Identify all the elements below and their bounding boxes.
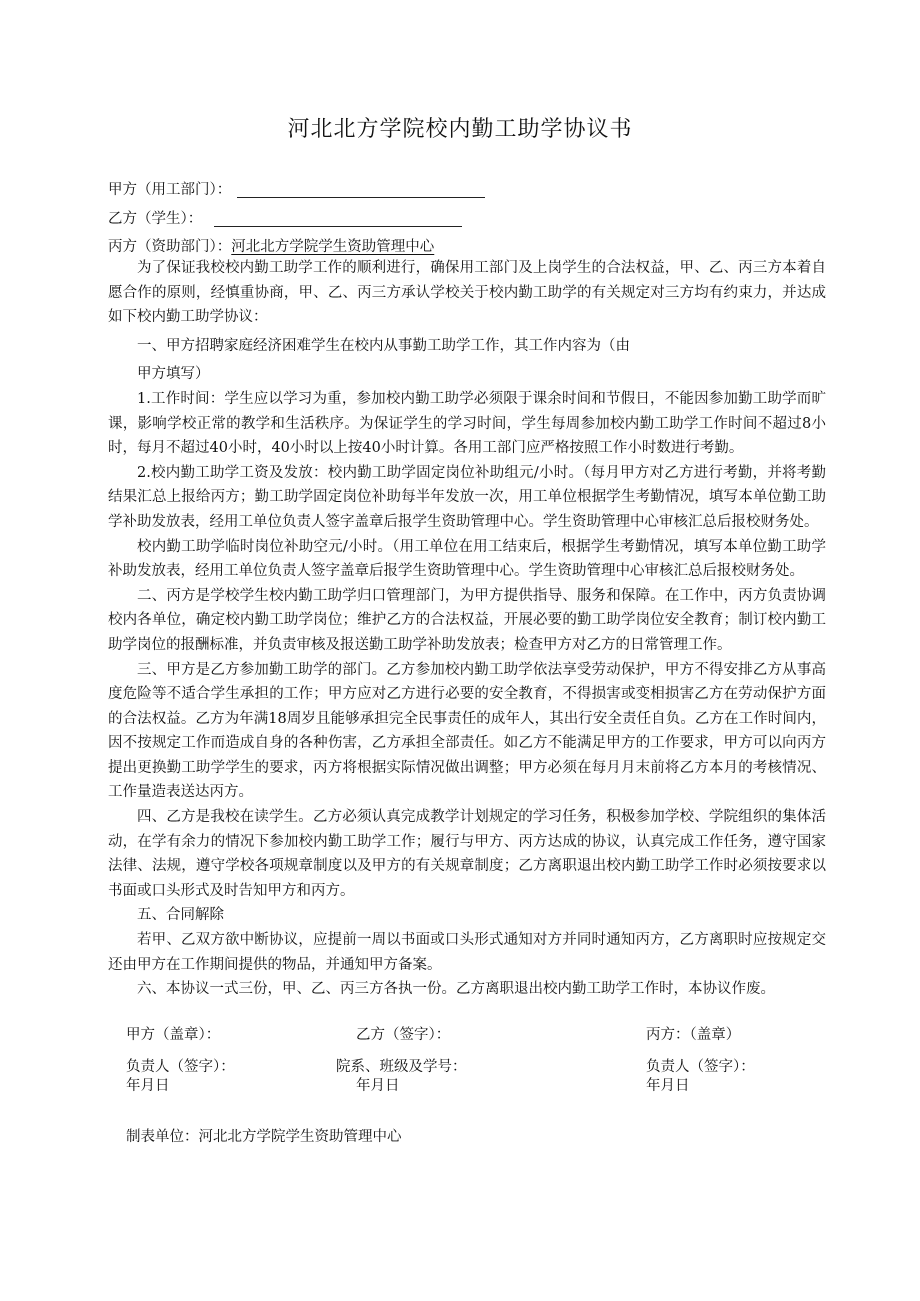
clause-1-item-3: 校内勤工助学临时岗位补助空元/小时。（用工单位在用工结束后，根据学生考勤情况，填写本单位勤工助学补助发放表，经用工单位负责人签字盖章后报学生资助管理中心。学生资助管理中心审核汇总后报校财务处。 [108,538,826,580]
footer-issuer: 制表单位：河北北方学院学生资助管理中心 [126,1129,402,1145]
party-c-value: 河北北方学院学生资助管理中心 [231,239,435,255]
party-a-blank-field[interactable] [237,183,485,198]
party-c-label: 丙方（资助部门）： [108,239,232,255]
clause-2: 二、丙方是学校学生校内勤工助学归口管理部门，为甲方提供指导、服务和保障。在工作中，丙方负责协调校内各单位，确定校内勤工助学岗位；维护乙方的合法权益，开展必要的勤工助学岗位安全教育；制订校内勤工助学岗位的报酬标准，并负责审核及报送勤工助学补助发放表；检查甲方对乙方的日常管理工作。 [108,587,826,653]
clause-4: 四、乙方是我校在读学生。乙方必须认真完成教学计划规定的学习任务，积极参加学校、学院组织的集体活动，在学有余力的情况下参加校内勤工助学工作；履行与甲方、丙方达成的协议，认真完成工作任务，遵守国家法律、法规，遵守学校各项规章制度以及甲方的有关规章制度；乙方离职退出校内勤工助学工作时必须按要求以书面或口头形式及时告知甲方和丙方。 [108,809,826,899]
party-b-date: 年月日 [356,1078,400,1094]
party-a-label: 甲方（用工部门）： [108,182,232,198]
party-c-date: 年月日 [646,1078,690,1094]
party-b-line [108,208,462,230]
clause-5-title: 五、合同解除 [137,907,224,924]
party-b-info-label: 院系、班级及学号： [336,1059,467,1075]
clause-1-item-2: 2.校内勤工助学工资及发放：校内勤工助学固定岗位补助组元/小时。（每月甲方对乙方进行考勤，并将考勤结果汇总上报给丙方；勤工助学固定岗位补助每半年发放一次，用工单位根据学生考勤情况，填写本单位勤工助学补助发放表，经用工单位负责人签字盖章后报学生资助管理中心。学生资助管理中心审核汇总后报校财务处。 [108,464,826,530]
agreement-body [108,256,826,1002]
party-c-person-label: 负责人（签字）： [646,1059,755,1075]
clause-3: 三、甲方是乙方参加勤工助学的部门。乙方参加校内勤工助学依法享受劳动保护，甲方不得安排乙方从事高度危险等不适合学生承担的工作；甲方应对乙方进行必要的安全教育，不得损害或变相损害乙方在劳动保护方面的合法权益。乙方为年满18周岁且能够承担完全民事责任的成年人，其出行安全责任自负。乙方在工作时间内，因不按规定工作而造成自身的各种伤害，乙方承担全部责任。如乙方不能满足甲方的工作要求，甲方可以向丙方提出更换勤工助学学生的要求，丙方将根据实际情况做出调整；甲方必须在每月月末前将乙方本月的考核情况、工作量造表送达丙方。 [108,661,826,801]
party-c-seal-label: 丙方：（盖章） [646,1027,741,1043]
party-c-line [108,236,434,258]
clause-6: 六、本协议一式三份，甲、乙、丙三方各执一份。乙方离职退出校内勤工助学工作时，本协议作废。 [137,981,775,998]
clause-1-continuation: 甲方填写） [137,366,210,383]
party-b-blank-field[interactable] [214,212,462,227]
clause-1-item-1: 1.工作时间：学生应以学习为重，参加校内勤工助学必须限于课余时间和节假日，不能因参加勤工助学而旷课，影响学校正常的教学和生活秩序。为保证学生的学习时间，学生每周参加校内勤工助学工作时间不超过8小时，每月不超过40小时，40小时以上按40小时计算。各用工部门应严格按照工作小时数进行考勤。 [108,390,826,457]
document-title: 河北北方学院校内勤工助学协议书 [287,117,633,142]
clause-5-body: 若甲、乙双方欲中断协议，应提前一周以书面或口头形式通知对方并同时通知丙方，乙方离职时应按规定交还由甲方在工作期间提供的物品，并通知甲方备案。 [108,932,826,973]
intro-paragraph: 为了保证我校校内勤工助学工作的顺利进行，确保用工部门及上岗学生的合法权益，甲、乙、丙三方本着自愿合作的原则，经慎重协商，甲、乙、丙三方承认学校关于校内勤工助学的有关规定对三方均有约束力，并达成如下校内勤工助学协议： [108,260,826,326]
party-a-date: 年月日 [126,1078,170,1094]
clause-1: 一、甲方招聘家庭经济困难学生在校内从事勤工助学工作，其工作内容为（由 [137,337,630,354]
party-a-seal-label: 甲方（盖章）： [126,1027,221,1043]
party-b-sign-label: 乙方（签字）： [356,1027,451,1043]
party-a-line [108,179,485,201]
party-b-label: 乙方（学生）： [108,211,203,227]
party-a-person-label: 负责人（签字）： [126,1059,235,1075]
